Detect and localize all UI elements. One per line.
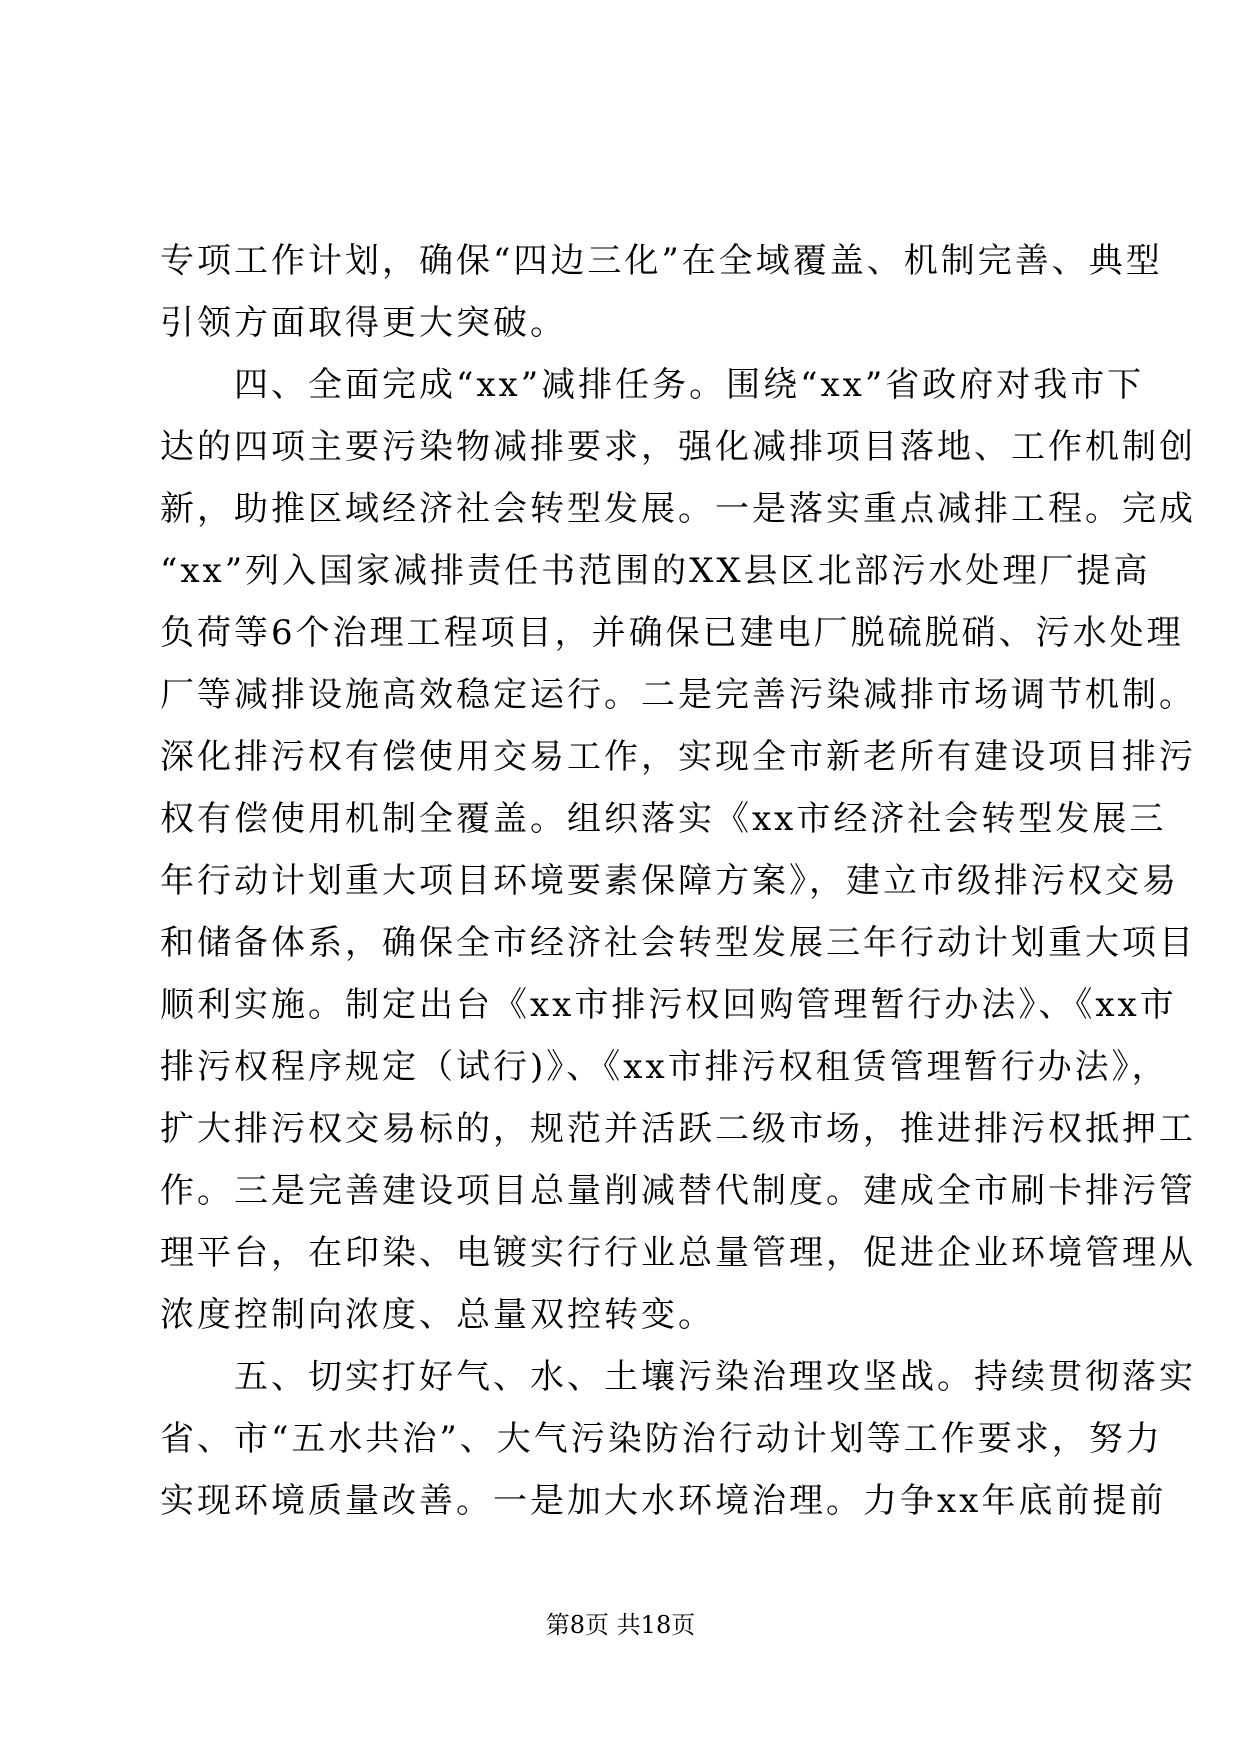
text-line: 新，助推区域经济社会转型发展。一是落实重点减排工程。完成: [160, 489, 1196, 529]
text-line: 权有偿使用机制全覆盖。组织落实《xx市经济社会转型发展三: [160, 799, 1167, 839]
text-line: 达的四项主要污染物减排要求，强化减排项目落地、工作机制创: [160, 427, 1196, 467]
text-line: 深化排污权有偿使用交易工作，实现全市新老所有建设项目排污: [160, 737, 1196, 777]
text-line: 厂等减排设施高效稳定运行。二是完善污染减排市场调节机制。: [160, 675, 1196, 715]
text-line: 四、全面完成“xx”减排任务。围绕“xx”省政府对我市下: [160, 365, 1145, 405]
text-line: 顺利实施。制定出台《xx市排污权回购管理暂行办法》、《xx市: [160, 985, 1177, 1025]
text-line: 负荷等6个治理工程项目，并确保已建电厂脱硫脱硝、污水处理: [160, 613, 1184, 653]
text-line: “xx”列入国家减排责任书范围的XX县区北部污水处理厂提高: [160, 551, 1151, 591]
text-line: 排污权程序规定（试行)》、《xx市排污权租赁管理暂行办法》，: [160, 1047, 1169, 1087]
page-number: 第8页 共18页: [545, 1611, 696, 1639]
text-line: 年行动计划重大项目环境要素保障方案》，建立市级排污权交易: [160, 861, 1179, 901]
text-line: 五、切实打好气、水、土壤污染治理攻坚战。持续贯彻落实: [160, 1357, 1196, 1397]
text-line: 作。三是完善建设项目总量削减替代制度。建成全市刷卡排污管: [160, 1171, 1196, 1211]
text-line: 专项工作计划，确保“四边三化”在全域覆盖、机制完善、典型: [160, 241, 1163, 281]
text-line: 和储备体系，确保全市经济社会转型发展三年行动计划重大项目: [160, 923, 1196, 963]
text-line: 省、市“五水共治”、大气污染防治行动计划等工作要求，努力: [160, 1419, 1163, 1459]
document-body: [160, 230, 1196, 1532]
text-line: 理平台，在印染、电镀实行行业总量管理，促进企业环境管理从: [160, 1233, 1196, 1273]
text-line: 引领方面取得更大突破。: [160, 303, 567, 343]
text-line: 实现环境质量改善。一是加大水环境治理。力争xx年底前提前: [160, 1481, 1167, 1521]
text-line: 扩大排污权交易标的，规范并活跃二级市场，推进排污权抵押工: [160, 1109, 1196, 1149]
text-line: 浓度控制向浓度、总量双控转变。: [160, 1295, 715, 1335]
